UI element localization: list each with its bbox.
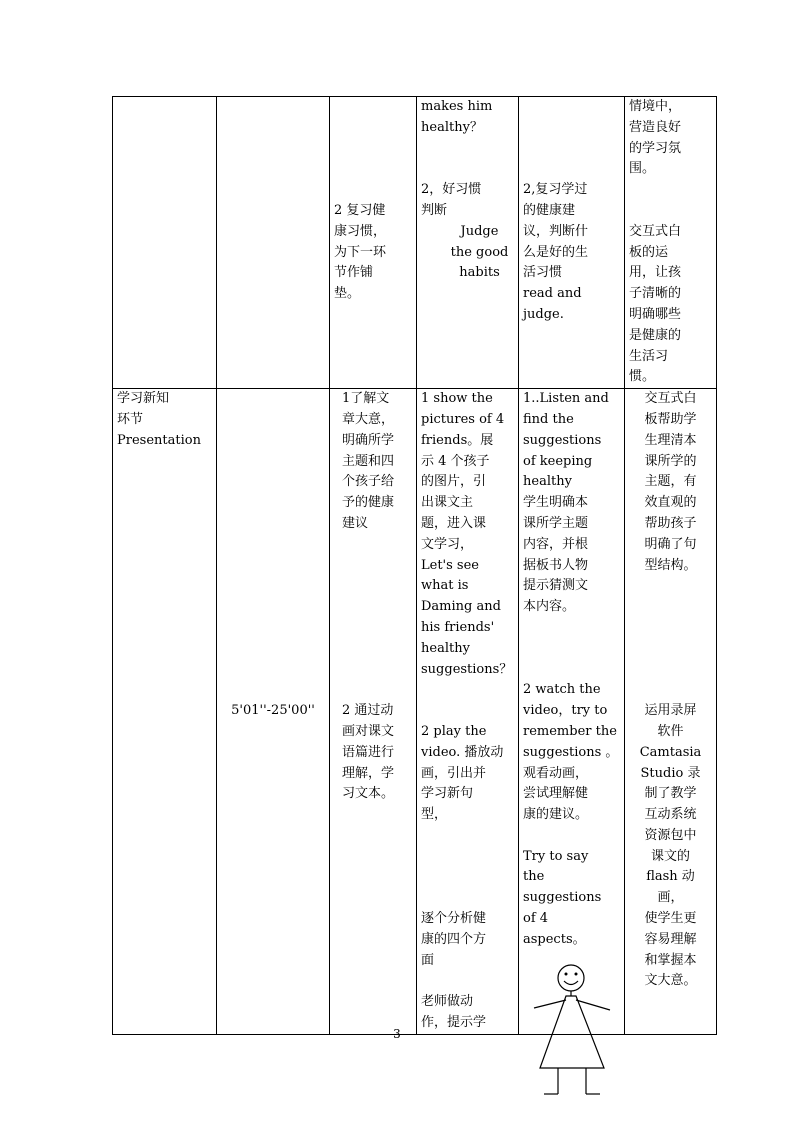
table-cell-design-intent: 情境中， 营造良好 的学习氛 围。 交互式白 板的运 用，让孩 子清晰的 明确哪些 是健康的 生活习 惯。 <box>625 97 717 389</box>
table-cell-design-intent: 交互式白 板帮助学 生理清本 课所学的 主题，有 效直观的 帮助孩子 明确了句 型结构。 运用录屏 软件 Camtasia Studio 录 制了教学 互动系统 资源包中 课文的 flash 动 画， 使学生更 容易理解 和掌握本 文大意。 <box>625 389 717 1035</box>
teacher-activity-english: Judge the good habits <box>450 223 509 281</box>
table-cell-time: 5'01''-25'00'' <box>217 389 330 1035</box>
table-cell-teacher-activity <box>417 97 519 389</box>
table-cell-student-activity: 2,复习学过 的健康建 议，判断什 么是好的生 活习惯 read and judge. <box>519 97 625 389</box>
page-number: - 3 - <box>385 1027 409 1041</box>
table-cell-time <box>217 97 330 389</box>
teacher-activity-text: makes him healthy？ 2，好习惯 判断 <box>421 99 493 218</box>
lesson-plan-table <box>112 96 717 1035</box>
table-row <box>113 97 717 389</box>
table-cell-stage <box>113 97 217 389</box>
table-cell-stage: 学习新知 环节 Presentation <box>113 389 217 1035</box>
table-cell-teacher-activity: 1 show the pictures of 4 friends。展 示 4 个孩子 的图片，引 出课文主 题，进入课 文学习， Let's see what is Daming and his friends' healthy suggestions？ 2 play the video. 播放动 画，引出并 学习新句 型， 逐个分析健 康的四个方 面 老师做动 作，提示学 <box>417 389 519 1035</box>
table-cell-student-activity: 1..Listen and find the suggestions of keeping healthy 学生明确本 课所学主题 内容，并根 据板书人物 提示猜测文 本内容。 2 watch the video，try to remember the suggestions 。 观看动画， 尝试理解健 康的建议。 Try to say the suggestions of 4 aspects。 <box>519 389 625 1035</box>
stick-figure-icon <box>528 958 618 1098</box>
table-cell-goal: 1了解文 章大意， 明确所学 主题和四 个孩子给 予的健康 建议 2 通过动 画对课文 语篇进行 理解，学 习文本。 <box>330 389 417 1035</box>
table-row <box>113 389 717 1035</box>
table-cell-goal: 2 复习健 康习惯， 为下一环 节作铺 垫。 <box>330 97 417 389</box>
